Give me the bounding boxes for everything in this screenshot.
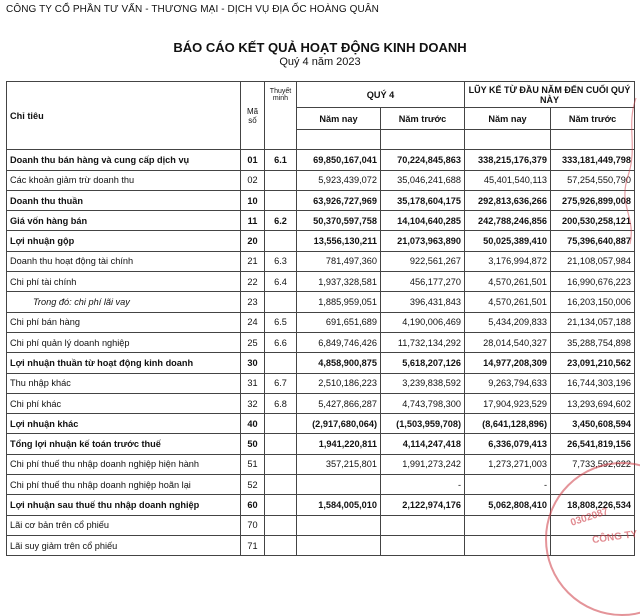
- row-code: 23: [241, 292, 265, 312]
- row-value-ytd-prev: 18,808,226,534: [551, 495, 635, 515]
- row-label: Chi phí bán hàng: [7, 312, 241, 332]
- header-ytd-nam-nay: Năm nay: [465, 108, 551, 130]
- row-value-q4-prev: (1,503,959,708): [381, 414, 465, 434]
- row-label: Lợi nhuận sau thuế thu nhập doanh nghiệp: [7, 495, 241, 515]
- table-row: [7, 373, 635, 393]
- header-quy4: QUÝ 4: [297, 82, 465, 108]
- header-q4-nam-truoc: Năm trước: [381, 108, 465, 130]
- row-value-ytd-this: 14,977,208,309: [465, 353, 551, 373]
- row-note: [265, 535, 297, 555]
- row-value-q4-this: 5,427,866,287: [297, 393, 381, 413]
- header-chi-tieu: Chỉ tiêu: [7, 82, 241, 150]
- row-value-ytd-prev: 26,541,819,156: [551, 434, 635, 454]
- row-code: 70: [241, 515, 265, 535]
- row-value-q4-prev: 11,732,134,292: [381, 332, 465, 352]
- table-row: [7, 251, 635, 271]
- row-note: 6.8: [265, 393, 297, 413]
- row-value-ytd-prev: 7,733,592,622: [551, 454, 635, 474]
- row-value-ytd-prev: 16,990,676,223: [551, 272, 635, 292]
- row-value-q4-this: 6,849,746,426: [297, 332, 381, 352]
- row-value-q4-prev: [381, 515, 465, 535]
- row-note: [265, 515, 297, 535]
- row-value-q4-prev: 396,431,843: [381, 292, 465, 312]
- table-row: [7, 414, 635, 434]
- row-code: 24: [241, 312, 265, 332]
- row-code: 52: [241, 475, 265, 495]
- row-value-ytd-prev: 21,108,057,984: [551, 251, 635, 271]
- header-luy-ke: LŨY KẾ TỪ ĐẦU NĂM ĐẾN CUỐI QUÝ NÀY: [465, 82, 635, 108]
- row-note: [265, 434, 297, 454]
- table-row: [7, 535, 635, 555]
- row-value-q4-prev: 35,046,241,688: [381, 170, 465, 190]
- row-value-q4-prev: 4,114,247,418: [381, 434, 465, 454]
- row-value-q4-this: [297, 535, 381, 555]
- row-label: Doanh thu hoạt động tài chính: [7, 251, 241, 271]
- row-value-q4-prev: 3,239,838,592: [381, 373, 465, 393]
- row-value-ytd-this: 50,025,389,410: [465, 231, 551, 251]
- row-value-q4-prev: 14,104,640,285: [381, 211, 465, 231]
- table-row: [7, 454, 635, 474]
- row-label: Lãi suy giảm trên cổ phiếu: [7, 535, 241, 555]
- row-label: Chi phí tài chính: [7, 272, 241, 292]
- row-value-ytd-prev: 21,134,057,188: [551, 312, 635, 332]
- row-note: 6.2: [265, 211, 297, 231]
- row-value-ytd-prev: 57,254,550,790: [551, 170, 635, 190]
- table-row: [7, 515, 635, 535]
- table-row: [7, 434, 635, 454]
- row-value-ytd-this: 9,263,794,633: [465, 373, 551, 393]
- row-code: 22: [241, 272, 265, 292]
- row-value-ytd-prev: 275,926,899,008: [551, 190, 635, 210]
- row-value-ytd-prev: 75,396,640,887: [551, 231, 635, 251]
- row-value-ytd-prev: [551, 515, 635, 535]
- row-value-ytd-this: (8,641,128,896): [465, 414, 551, 434]
- row-value-ytd-this: [465, 535, 551, 555]
- row-note: [265, 170, 297, 190]
- row-code: 32: [241, 393, 265, 413]
- row-note: [265, 190, 297, 210]
- row-value-q4-this: 1,584,005,010: [297, 495, 381, 515]
- row-value-ytd-prev: 3,450,608,594: [551, 414, 635, 434]
- table-row: [7, 393, 635, 413]
- row-code: 11: [241, 211, 265, 231]
- row-value-ytd-prev: [551, 535, 635, 555]
- company-name: CÔNG TY CỔ PHẦN TƯ VẤN - THƯƠNG MẠI - DỊCH VỤ ĐỊA ỐC HOÀNG QUÂN: [6, 4, 379, 15]
- row-note: [265, 353, 297, 373]
- row-note: 6.4: [265, 272, 297, 292]
- report-title: BÁO CÁO KẾT QUẢ HOẠT ĐỘNG KINH DOANH: [173, 40, 467, 55]
- table-row: [7, 211, 635, 231]
- table-row: [7, 495, 635, 515]
- row-code: 31: [241, 373, 265, 393]
- row-value-ytd-this: 338,215,176,379: [465, 150, 551, 170]
- row-value-q4-prev: -: [381, 475, 465, 495]
- row-value-ytd-prev: 16,203,150,006: [551, 292, 635, 312]
- row-value-q4-this: 691,651,689: [297, 312, 381, 332]
- table-row: [7, 292, 635, 312]
- report-period: Quý 4 năm 2023: [279, 56, 361, 68]
- row-label: Các khoản giảm trừ doanh thu: [7, 170, 241, 190]
- row-value-ytd-this: 5,434,209,833: [465, 312, 551, 332]
- row-label: Lợi nhuận thuần từ hoạt động kinh doanh: [7, 353, 241, 373]
- row-value-ytd-this: 17,904,923,529: [465, 393, 551, 413]
- row-value-q4-prev: 456,177,270: [381, 272, 465, 292]
- stamp-label: CÔNG TY: [591, 528, 639, 547]
- row-code: 10: [241, 190, 265, 210]
- row-code: 25: [241, 332, 265, 352]
- row-value-ytd-this: 1,273,271,003: [465, 454, 551, 474]
- row-value-q4-prev: 5,618,207,126: [381, 353, 465, 373]
- row-value-q4-this: 781,497,360: [297, 251, 381, 271]
- row-code: 30: [241, 353, 265, 373]
- row-label: Chi phí thuế thu nhập doanh nghiệp hoãn lại: [7, 475, 241, 495]
- row-code: 01: [241, 150, 265, 170]
- table-row: [7, 475, 635, 495]
- row-value-q4-prev: 4,190,006,469: [381, 312, 465, 332]
- row-note: [265, 495, 297, 515]
- row-value-ytd-prev: 333,181,449,798: [551, 150, 635, 170]
- row-label: Chi phí khác: [7, 393, 241, 413]
- header-ytd-nam-truoc: Năm trước: [551, 108, 635, 130]
- row-value-q4-prev: 4,743,798,300: [381, 393, 465, 413]
- row-value-q4-this: 13,556,130,211: [297, 231, 381, 251]
- row-value-q4-this: 63,926,727,969: [297, 190, 381, 210]
- row-value-ytd-this: 6,336,079,413: [465, 434, 551, 454]
- row-value-q4-prev: 35,178,604,175: [381, 190, 465, 210]
- row-value-ytd-this: -: [465, 475, 551, 495]
- row-value-q4-this: 1,941,220,811: [297, 434, 381, 454]
- row-note: [265, 414, 297, 434]
- row-note: [265, 231, 297, 251]
- row-value-q4-prev: 2,122,974,176: [381, 495, 465, 515]
- header-thuyet-minh: Thuyết minh: [265, 82, 297, 150]
- row-label: Lợi nhuận khác: [7, 414, 241, 434]
- row-note: [265, 475, 297, 495]
- row-code: 50: [241, 434, 265, 454]
- row-value-q4-prev: [381, 535, 465, 555]
- row-value-q4-this: 1,937,328,581: [297, 272, 381, 292]
- row-value-ytd-prev: 23,091,210,562: [551, 353, 635, 373]
- row-value-ytd-this: 242,788,246,856: [465, 211, 551, 231]
- row-value-q4-this: 2,510,186,223: [297, 373, 381, 393]
- row-value-q4-this: 4,858,900,875: [297, 353, 381, 373]
- header-ma-so: Mã số: [241, 82, 265, 150]
- row-value-q4-this: 1,885,959,051: [297, 292, 381, 312]
- row-code: 21: [241, 251, 265, 271]
- row-value-ytd-this: 5,062,808,410: [465, 495, 551, 515]
- row-value-ytd-this: 4,570,261,501: [465, 292, 551, 312]
- row-value-ytd-this: 4,570,261,501: [465, 272, 551, 292]
- row-value-ytd-prev: [551, 475, 635, 495]
- row-code: 02: [241, 170, 265, 190]
- row-value-q4-this: [297, 475, 381, 495]
- row-value-q4-this: 357,215,801: [297, 454, 381, 474]
- row-value-ytd-prev: 16,744,303,196: [551, 373, 635, 393]
- row-note: 6.1: [265, 150, 297, 170]
- row-label: Trong đó: chi phí lãi vay: [7, 292, 241, 312]
- row-value-ytd-this: 292,813,636,266: [465, 190, 551, 210]
- row-value-ytd-this: 3,176,994,872: [465, 251, 551, 271]
- row-value-ytd-this: 45,401,540,113: [465, 170, 551, 190]
- row-value-ytd-prev: 13,293,694,602: [551, 393, 635, 413]
- row-code: 20: [241, 231, 265, 251]
- row-value-q4-this: 50,370,597,758: [297, 211, 381, 231]
- row-value-ytd-this: [465, 515, 551, 535]
- row-value-q4-prev: 922,561,267: [381, 251, 465, 271]
- row-code: 71: [241, 535, 265, 555]
- row-label: Thu nhập khác: [7, 373, 241, 393]
- row-note: [265, 292, 297, 312]
- row-value-ytd-prev: 200,530,258,121: [551, 211, 635, 231]
- row-value-q4-prev: 70,224,845,863: [381, 150, 465, 170]
- table-row: [7, 170, 635, 190]
- row-value-q4-prev: 1,991,273,242: [381, 454, 465, 474]
- row-label: Doanh thu bán hàng và cung cấp dịch vụ: [7, 150, 241, 170]
- row-value-ytd-this: 28,014,540,327: [465, 332, 551, 352]
- stamp-number: 0302087: [569, 506, 610, 529]
- row-value-q4-this: 5,923,439,072: [297, 170, 381, 190]
- row-value-ytd-prev: 35,288,754,898: [551, 332, 635, 352]
- row-label: Lợi nhuận gộp: [7, 231, 241, 251]
- row-value-q4-this: 69,850,167,041: [297, 150, 381, 170]
- table-row: [7, 353, 635, 373]
- row-label: Lãi cơ bản trên cổ phiếu: [7, 515, 241, 535]
- row-note: 6.5: [265, 312, 297, 332]
- table-row: [7, 150, 635, 170]
- row-note: 6.7: [265, 373, 297, 393]
- table-row: [7, 312, 635, 332]
- row-value-q4-prev: 21,073,963,890: [381, 231, 465, 251]
- row-code: 51: [241, 454, 265, 474]
- header-q4-nam-nay: Năm nay: [297, 108, 381, 130]
- row-code: 60: [241, 495, 265, 515]
- row-label: Chi phí quản lý doanh nghiệp: [7, 332, 241, 352]
- row-label: Doanh thu thuần: [7, 190, 241, 210]
- income-statement-table: [6, 81, 635, 556]
- row-label: Chi phí thuế thu nhập doanh nghiệp hiện hành: [7, 454, 241, 474]
- table-row: [7, 190, 635, 210]
- row-label: Tổng lợi nhuận kế toán trước thuế: [7, 434, 241, 454]
- row-value-q4-this: (2,917,680,064): [297, 414, 381, 434]
- table-row: [7, 272, 635, 292]
- table-row: [7, 332, 635, 352]
- row-note: [265, 454, 297, 474]
- row-code: 40: [241, 414, 265, 434]
- row-note: 6.3: [265, 251, 297, 271]
- row-note: 6.6: [265, 332, 297, 352]
- table-row: [7, 231, 635, 251]
- row-label: Giá vốn hàng bán: [7, 211, 241, 231]
- row-value-q4-this: [297, 515, 381, 535]
